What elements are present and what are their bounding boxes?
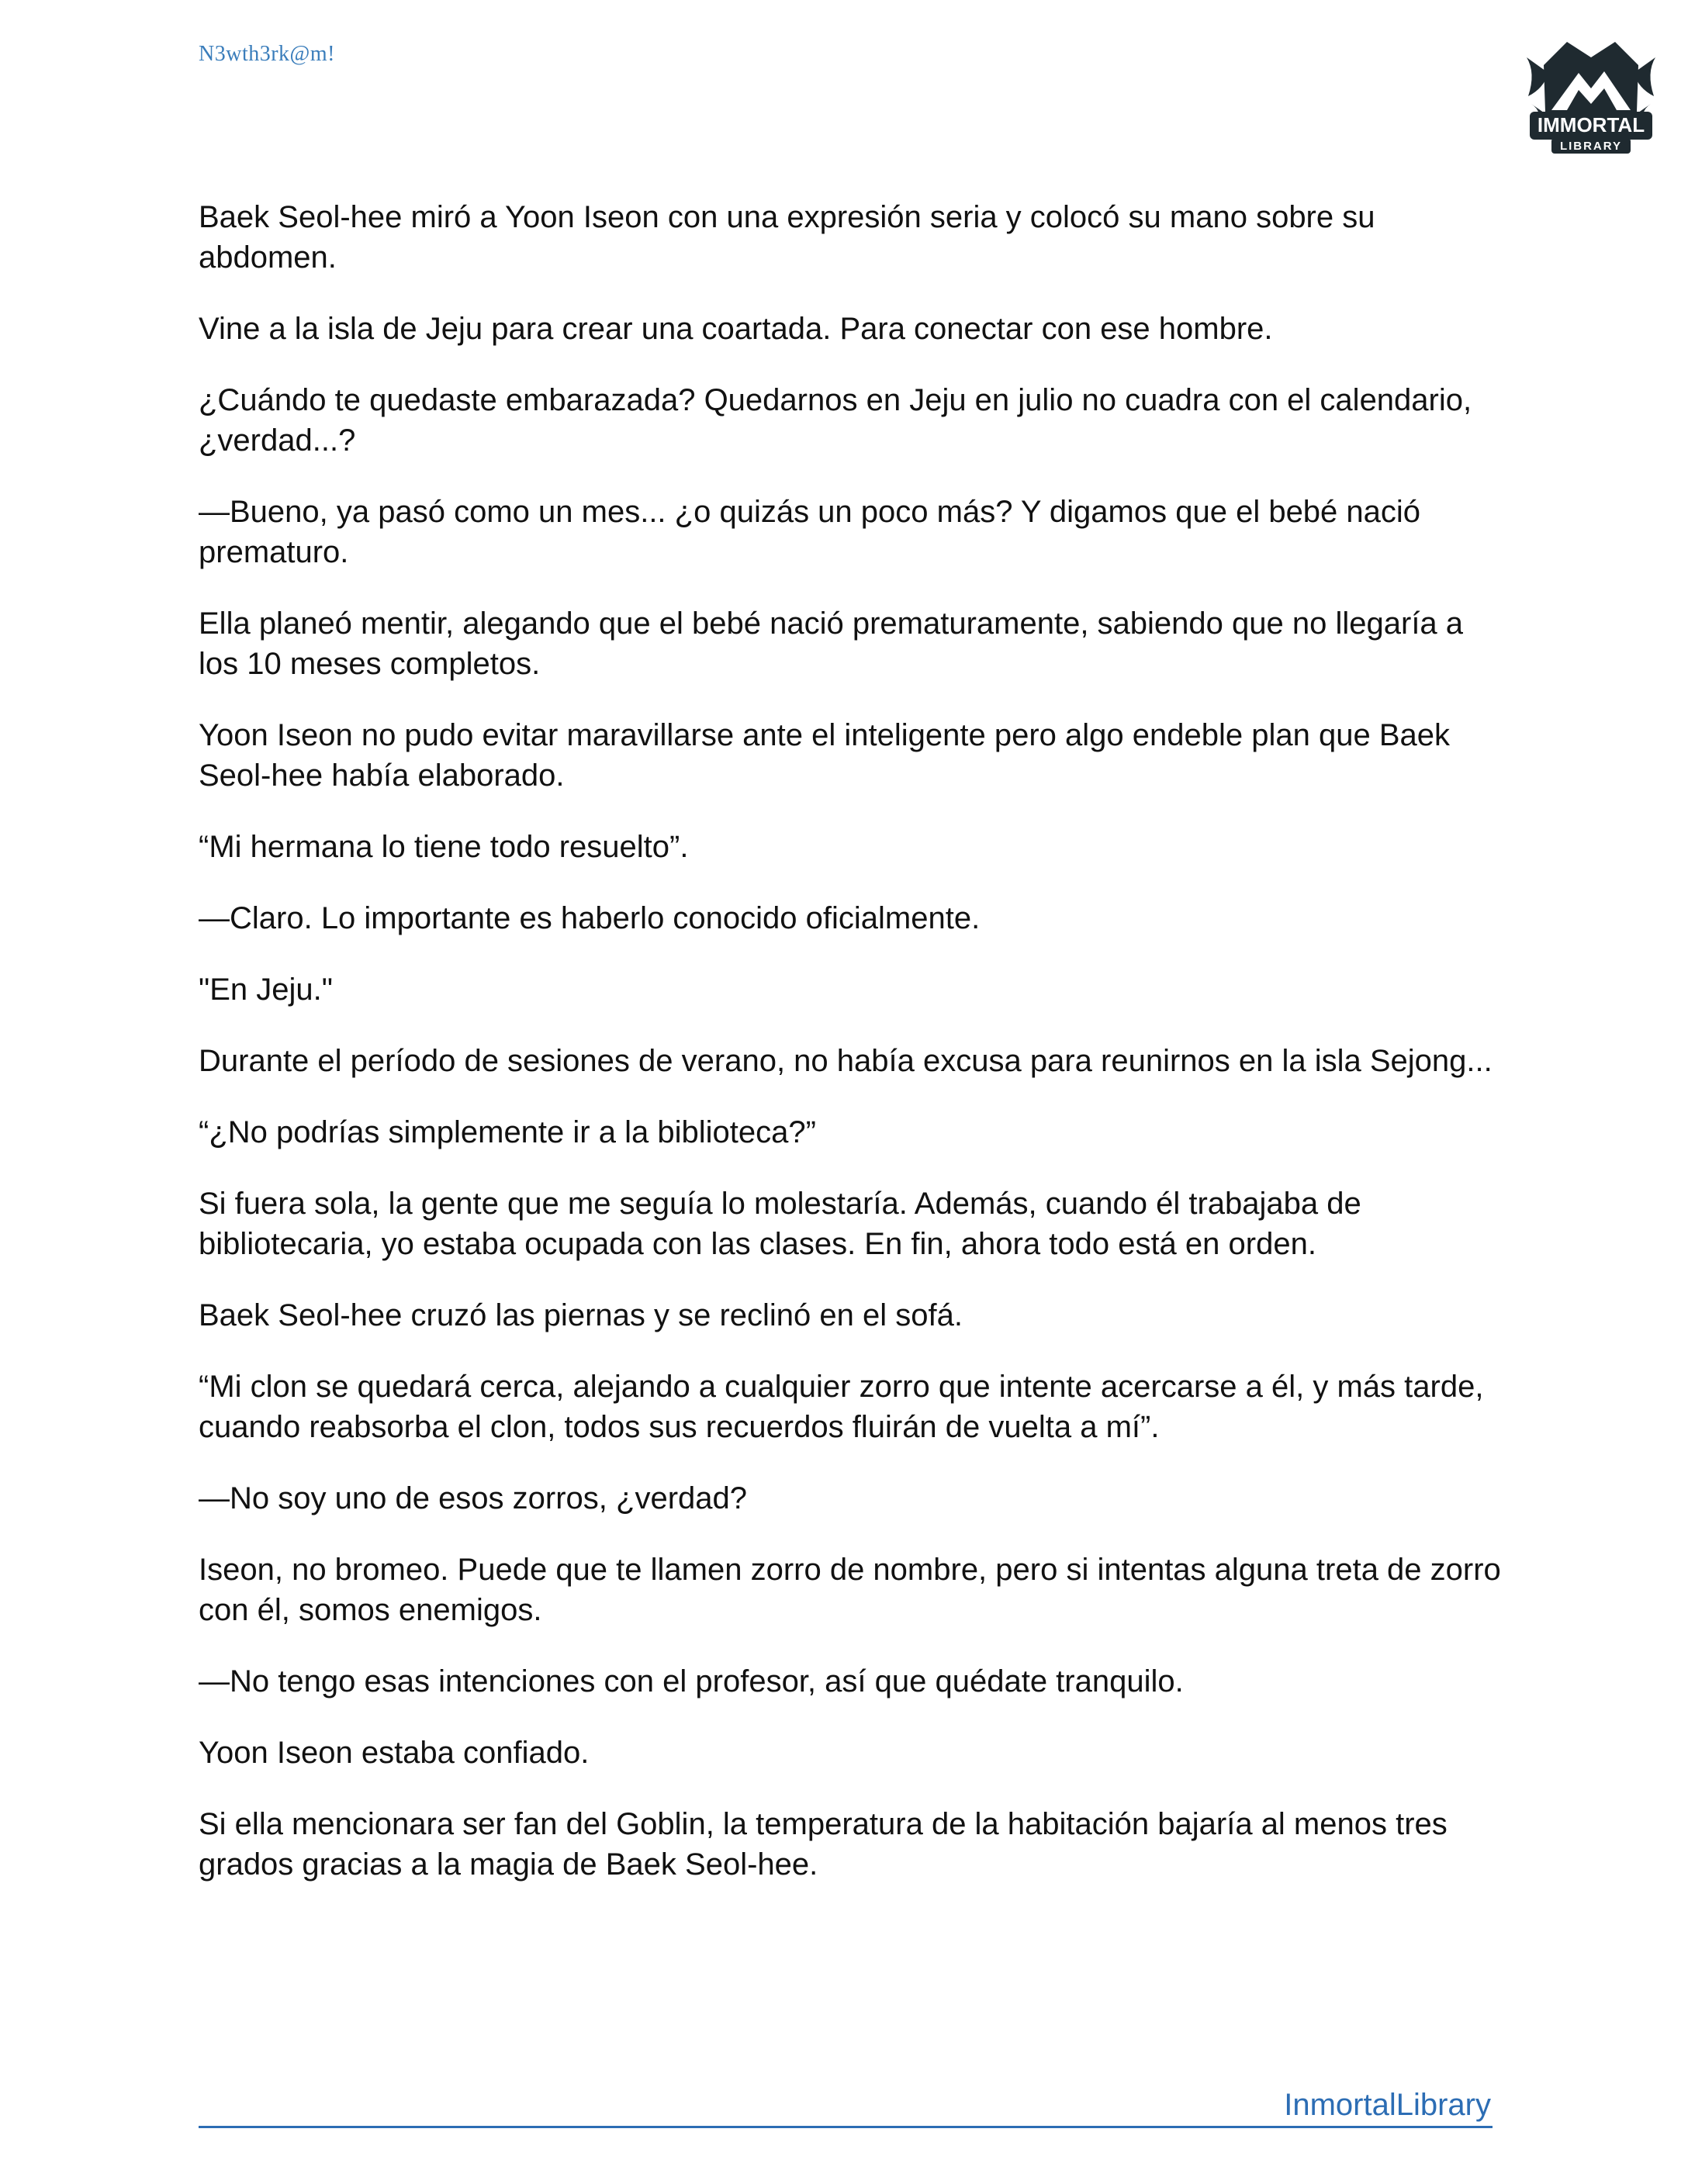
logo-line2: LIBRARY [1559,140,1623,153]
paragraph: ¿Cuándo te quedaste embarazada? Quedarnos en Jeju en julio no cuadra con el calendario, ¿verdad...? [199,383,1472,458]
paragraph: Durante el período de sesiones de verano, no había excusa para reunirnos en la isla Sejong... [199,1044,1493,1078]
paragraph: —No tengo esas intenciones con el profesor, así que quédate tranquilo. [199,1664,1184,1698]
paragraph: —Claro. Lo importante es haberlo conocido oficialmente. [199,901,981,935]
footer-divider [199,2126,1493,2128]
paragraph: Baek Seol-hee miró a Yoon Iseon con una expresión seria y colocó su mano sobre su abdomen. [199,200,1375,275]
immortal-library-logo [1520,34,1662,160]
paragraph: —No soy uno de esos zorros, ¿verdad? [199,1481,748,1515]
logo-line1: IMMORTAL [1537,113,1645,136]
paragraph: Iseon, no bromeo. Puede que te llamen zorro de nombre, pero si intentas alguna treta de zorro con él, somos enemigos. [199,1553,1501,1627]
paragraph: “Mi clon se quedará cerca, alejando a cualquier zorro que intente acercarse a él, y más tarde, cuando reabsorba el clon, todos sus recuerdos fluirán de vuelta a mí”. [199,1370,1484,1444]
paragraph: Yoon Iseon estaba confiado. [199,1736,590,1770]
paragraph: "En Jeju." [199,973,333,1007]
paragraph: Vine a la isla de Jeju para crear una coartada. Para conectar con ese hombre. [199,312,1273,346]
paragraph: “¿No podrías simplemente ir a la biblioteca?” [199,1115,816,1149]
footer-library-link[interactable]: InmortalLibrary [1284,2088,1491,2122]
document-body [199,197,1502,1916]
paragraph: “Mi hermana lo tiene todo resuelto”. [199,830,689,864]
paragraph: —Bueno, ya pasó como un mes... ¿o quizás un poco más? Y digamos que el bebé nació prematuro. [199,495,1421,569]
header-code: N3wth3rk@m! [199,42,335,66]
paragraph: Yoon Iseon no pudo evitar maravillarse ante el inteligente pero algo endeble plan que Baek Seol-hee había elaborado. [199,718,1451,793]
paragraph: Ella planeó mentir, alegando que el bebé nació prematuramente, sabiendo que no llegaría a los 10 meses completos. [199,606,1464,681]
paragraph: Si fuera sola, la gente que me seguía lo molestaría. Además, cuando él trabajaba de bibliotecaria, yo estaba ocupada con las clases. En fin, ahora todo está en orden. [199,1187,1361,1261]
paragraph: Si ella mencionara ser fan del Goblin, la temperatura de la habitación bajaría al menos tres grados gracias a la magia de Baek Seol-hee. [199,1807,1448,1882]
paragraph: Baek Seol-hee cruzó las piernas y se reclinó en el sofá. [199,1298,963,1332]
